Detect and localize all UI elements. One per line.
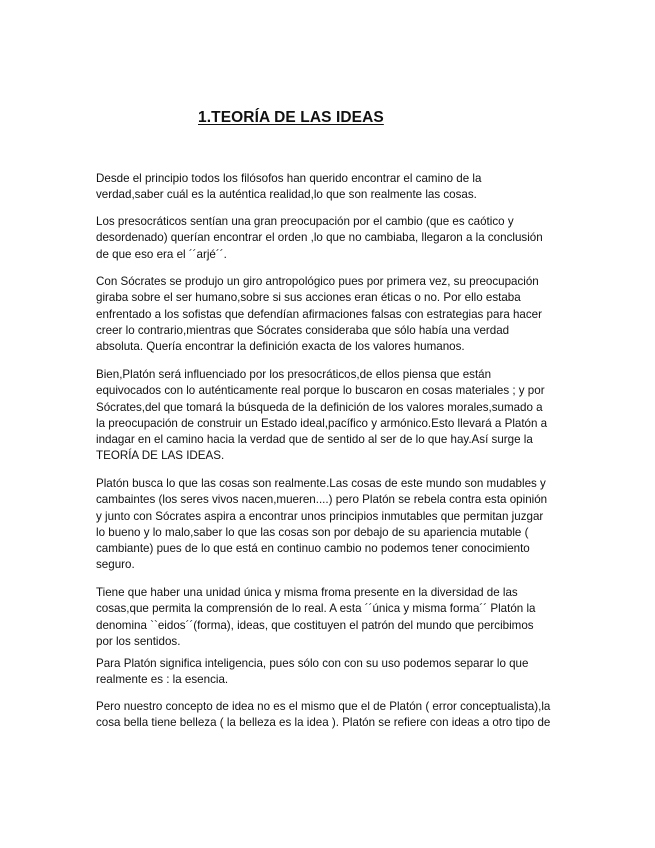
paragraph-unity-form: Tiene que haber una unidad única y misma froma presente en la diversidad de las cosas,que permita la comprensión de lo real. A esta ´´única y misma forma´´ Platón la denomina ``eidos´´(forma), ideas, que costituyen el patrón del mundo que percibimos por los sentidos.	[96, 586, 536, 648]
page-title: 1.TEORÍA DE LAS IDEAS	[198, 109, 384, 126]
paragraph-intro: Desde el principio todos los filósofos han querido encontrar el camino de la verdad,saber cuál es la auténtica realidad,lo que son realmente las cosas.	[96, 172, 482, 202]
paragraph-concept-of-idea: Pero nuestro concepto de idea no es el mismo que el de Platón ( error conceptualista),la cosa bella tiene belleza ( la belleza es la idea ). Platón se refiere con ideas a otro tipo de	[96, 700, 551, 730]
paragraph-presocratics: Los presocráticos sentían una gran preocupación por el cambio (que es caótico y desordenado) querían encontrar el orden ,lo que no cambiaba, llegaron a la conclusión de que eso era el ´´arjé´´.	[96, 215, 543, 261]
paragraph-socrates: Con Sócrates se produjo un giro antropológico pues por primera vez, su preocupación giraba sobre el ser humano,sobre si sus acciones eran éticas o no. Por ello estaba enfrentado a los sofistas que defendían afirmaciones falsas con estrategias para hacer creer lo contrario,mientras que Sócrates consideraba que sólo había una verdad absoluta. Quería encontrar la definición exacta de los valores humanos.	[96, 275, 542, 354]
paragraph-plato-influences: Bien,Platón será influenciado por los presocráticos,de ellos piensa que están equivocados con lo auténticamente real porque lo buscaron en cosas materiales ; y por Sócrates,del que tomará la búsqueda de la definición de los valores morales,sumado a la preocupación de construir un Estado ideal,pacífico y armónico.Esto llevará a Platón a indagar en el camino hacia la verdad que de sentido al ser de lo que hay.Así surge la TEORÍA DE LAS IDEAS.	[96, 368, 548, 463]
paragraph-plato-search: Platón busca lo que las cosas son realmente.Las cosas de este mundo son mudables y cambaintes (los seres vivos nacen,mueren....) pero Platón se rebela contra esta opinión y junto con Sócrates aspira a encontrar unos principios inmutables que permitan juzgar lo bueno y lo malo,saber lo que las cosas son por debajo de su apariencia mutable ( cambiante) pues de lo que está en continuo cambio no podemos tener conocimiento seguro.	[96, 477, 548, 572]
paragraph-intelligence: Para Platón significa inteligencia, pues sólo con con su uso podemos separar lo que realmente es : la esencia.	[96, 657, 529, 687]
